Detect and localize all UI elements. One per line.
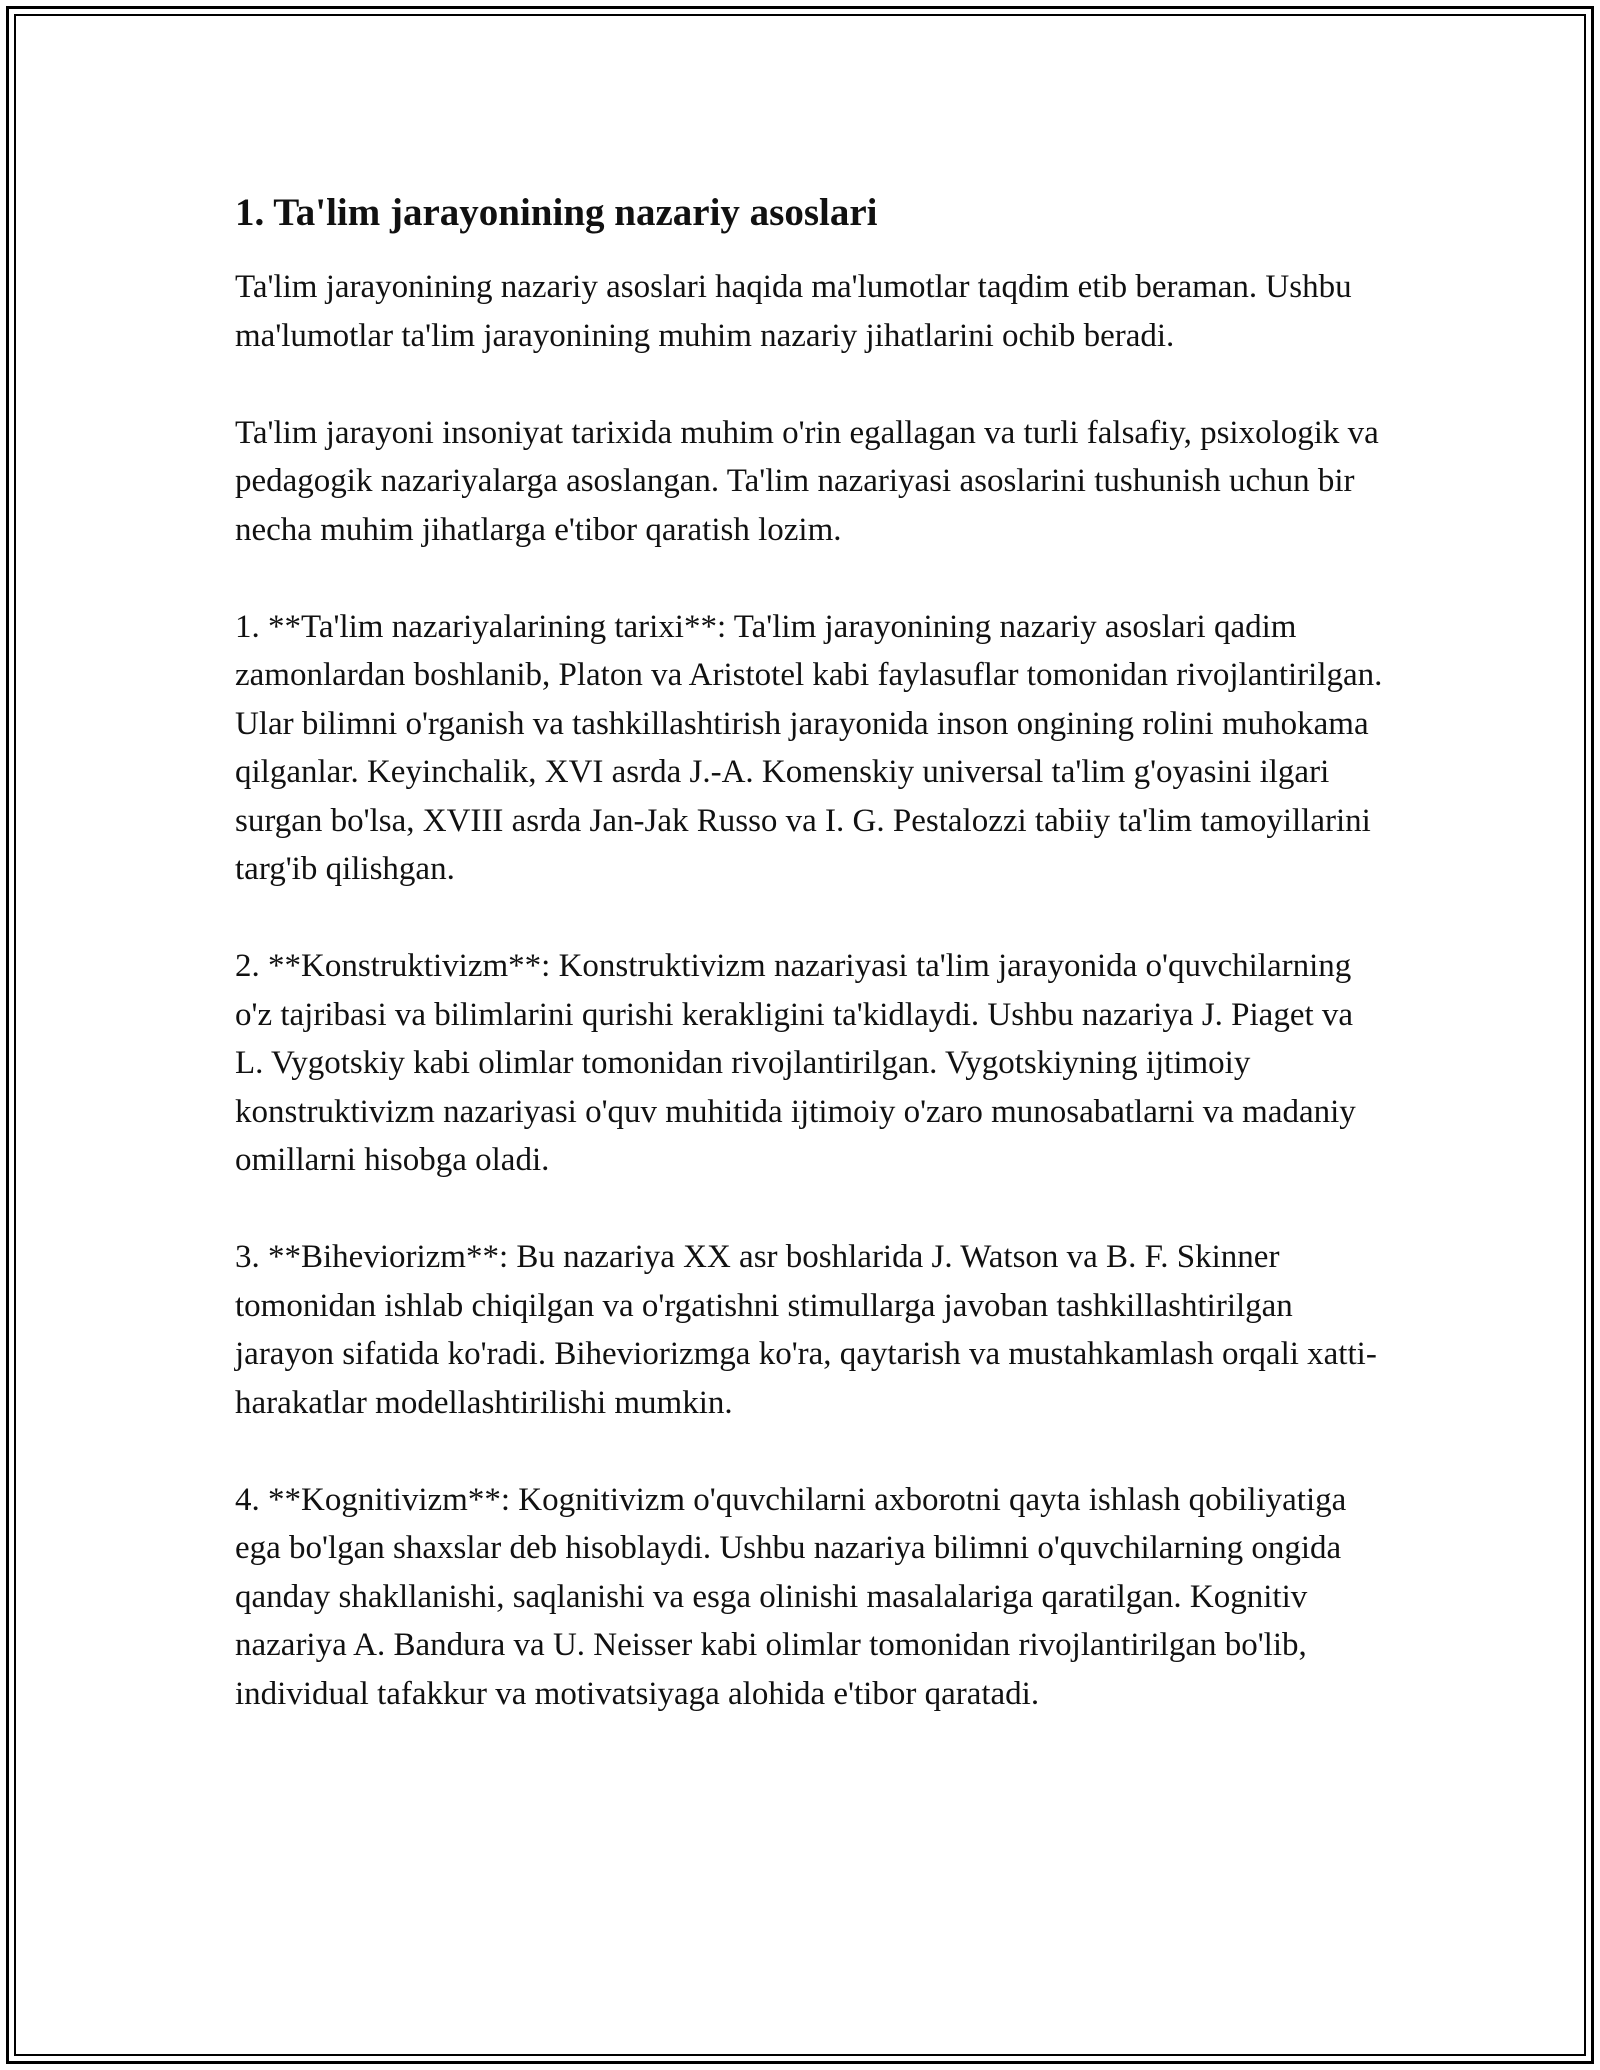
section-title: 1. Ta'lim jarayonining nazariy asoslari — [235, 191, 878, 234]
document-body — [235, 185, 1385, 1767]
paragraph-overview: Ta'lim jarayoni insoniyat tarixida muhim o'rin egallagan va turli falsafiy, psixologik va pedagogik nazariyalarga asoslangan. Ta'lim nazariyasi asoslarini tushunish uchun bir necha muhim jihatlarga e'tibor qaratish lozim. — [235, 414, 1379, 548]
paragraph-behaviorism: 3. **Biheviorizm**: Bu nazariya XX asr boshlarida J. Watson va B. F. Skinner tomonidan ishlab chiqilgan va o'rgatishni stimullarga javoban tashkillashtirilgan jarayon sifatida ko'radi. Biheviorizmga ko'ra, qaytarish va mustahkamlash orqali xatti-harakatlar modellashtirilishi mumkin. — [235, 1239, 1377, 1421]
paragraph-constructivism: 2. **Konstruktivizm**: Konstruktivizm nazariyasi ta'lim jarayonida o'quvchilarning o'z tajribasi va bilimlarini qurishi kerakligini ta'kidlaydi. Ushbu nazariya J. Piaget va L. Vygotskiy kabi olimlar tomonidan rivojlantirilgan. Vygotskiyning ijtimoiy konstruktivizm nazariyasi o'quv muhitida ijtimoiy o'zaro munosabatlarni va madaniy omillarni hisobga oladi. — [235, 948, 1356, 1178]
paragraph-intro: Ta'lim jarayonining nazariy asoslari haqida ma'lumotlar taqdim etib beraman. Ushbu ma'lumotlar ta'lim jarayonining muhim nazariy jihatlarini ochib beradi. — [235, 269, 1352, 354]
paragraph-history: 1. **Ta'lim nazariyalarining tarixi**: Ta'lim jarayonining nazariy asoslari qadim zamonlardan boshlanib, Platon va Aristotel kabi faylasuflar tomonidan rivojlantirilgan. Ular bilimni o'rganish va tashkillashtirish jarayonida inson ongining rolini muhokama qilganlar. Keyinchalik, XVI asrda J.-A. Komenskiy universal ta'lim g'oyasini ilgari surgan bo'lsa, XVIII asrda Jan-Jak Russo va I. G. Pestalozzi tabiiy ta'lim tamoyillarini targ'ib qilishgan. — [235, 608, 1383, 887]
paragraph-cognitivism: 4. **Kognitivizm**: Kognitivizm o'quvchilarni axborotni qayta ishlash qobiliyatiga ega bo'lgan shaxslar deb hisoblaydi. Ushbu nazariya bilimni o'quvchilarning ongida qanday shakllanishi, saqlanishi va esga olinishi masalalariga qaratilgan. Kognitiv nazariya A. Bandura va U. Neisser kabi olimlar tomonidan rivojlantirilgan bo'lib, individual tafakkur va motivatsiyaga alohida e'tibor qaratadi. — [235, 1481, 1347, 1712]
